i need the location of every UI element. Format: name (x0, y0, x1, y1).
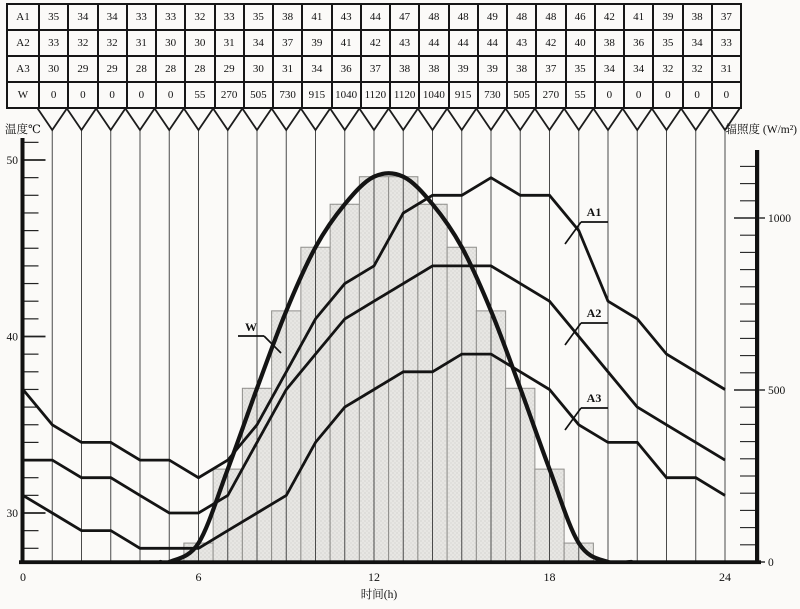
table-cell: 35 (566, 56, 595, 82)
table-cell: 32 (68, 30, 97, 56)
table-cell: 1040 (419, 82, 448, 108)
table-cell: 48 (449, 4, 478, 30)
funnel-connector (476, 109, 505, 131)
table-cell: 34 (244, 30, 273, 56)
table-cell: 0 (595, 82, 624, 108)
table-cell: 47 (390, 4, 419, 30)
table-cell: 38 (595, 30, 624, 56)
table-cell: 30 (244, 56, 273, 82)
table-cell: 30 (39, 56, 68, 82)
table-cell: 33 (127, 4, 156, 30)
table-cell: 33 (156, 4, 185, 30)
table-cell: 43 (507, 30, 536, 56)
left-tick-label: 30 (6, 508, 18, 520)
table-cell: 37 (273, 30, 302, 56)
table-cell: 38 (683, 4, 712, 30)
table-cell: 34 (98, 4, 127, 30)
table-cell: 0 (683, 82, 712, 108)
table-cell: 35 (244, 4, 273, 30)
table-cell: 39 (653, 4, 682, 30)
w-bars-group (184, 177, 594, 562)
x-tick-label: 0 (20, 570, 26, 584)
table-cell: 39 (302, 30, 331, 56)
table-cell: 39 (449, 56, 478, 82)
table-cell: 37 (361, 56, 390, 82)
funnel-connector (301, 109, 330, 131)
funnel-connector (564, 109, 593, 131)
table-cell: 32 (683, 56, 712, 82)
table-cell: 41 (624, 4, 653, 30)
table-cell: 33 (712, 30, 741, 56)
x-axis-group (19, 560, 761, 584)
funnel-connector (67, 109, 96, 131)
table-cell: 34 (595, 56, 624, 82)
table-cell: 36 (624, 30, 653, 56)
table-cell: 46 (566, 4, 595, 30)
funnel-connector (359, 109, 388, 131)
funnel-connector (447, 109, 476, 131)
table-cell: 30 (156, 30, 185, 56)
table-cell: 34 (68, 4, 97, 30)
table-cell: 34 (683, 30, 712, 56)
x-tick-label: 24 (719, 570, 731, 584)
table-cell: 0 (98, 82, 127, 108)
table-cell: 32 (185, 4, 214, 30)
table-cell: 44 (419, 30, 448, 56)
table-cell: 55 (185, 82, 214, 108)
table-cell: 29 (68, 56, 97, 82)
table-cell: 1120 (390, 82, 419, 108)
table-cell: 270 (215, 82, 244, 108)
table-cell: 43 (332, 4, 361, 30)
funnels-group (38, 109, 740, 131)
right-tick-label: 0 (768, 557, 774, 569)
left-axis-title: 温度℃ (5, 124, 41, 136)
table-cell: 44 (449, 30, 478, 56)
funnel-connector (125, 109, 154, 131)
annotation-label-a1: A1 (586, 205, 602, 219)
table-cell: 270 (536, 82, 565, 108)
table-cell: 38 (507, 56, 536, 82)
table-cell: 37 (536, 56, 565, 82)
right-axis-ruler (755, 150, 759, 564)
x-tick-label: 6 (195, 570, 202, 584)
left-axis-ruler (21, 138, 25, 564)
table-cell: 33 (39, 30, 68, 56)
table-cell: 730 (273, 82, 302, 108)
table-cell: 30 (185, 30, 214, 56)
table-cell: 31 (712, 56, 741, 82)
funnel-connector (155, 109, 184, 131)
table-cell: 0 (712, 82, 741, 108)
funnel-connector (535, 109, 564, 131)
funnel-connector (652, 109, 681, 131)
table-cell: 36 (332, 56, 361, 82)
left-axis-group (7, 138, 46, 564)
table-cell: 34 (624, 56, 653, 82)
table-cell: 44 (361, 4, 390, 30)
row-label: A3 (7, 56, 39, 82)
table-cell: 48 (419, 4, 448, 30)
table-cell: 31 (127, 30, 156, 56)
funnel-connector (96, 109, 125, 131)
table-cell: 730 (478, 82, 507, 108)
funnel-connector (38, 109, 67, 131)
row-label: A2 (7, 30, 39, 56)
funnel-connector (330, 109, 359, 131)
right-axis-group (734, 150, 791, 569)
table-cell: 505 (507, 82, 536, 108)
table-cell: 0 (127, 82, 156, 108)
x-axis-line (19, 560, 761, 564)
annotation-label-a3: A3 (586, 391, 602, 405)
table-cell: 1120 (361, 82, 390, 108)
table-cell: 38 (273, 4, 302, 30)
table-cell: 38 (390, 56, 419, 82)
funnel-connector (184, 109, 213, 131)
row-label: A1 (7, 4, 39, 30)
annotation-label-w: W (245, 320, 257, 334)
table-cell: 42 (595, 4, 624, 30)
table-cell: 48 (536, 4, 565, 30)
table-cell: 48 (507, 4, 536, 30)
table-cell: 1040 (332, 82, 361, 108)
chart-generated-layers (7, 109, 792, 585)
table-cell: 37 (712, 4, 741, 30)
x-tick-label: 18 (543, 570, 556, 584)
funnel-connector (623, 109, 652, 131)
table-cell: 35 (653, 30, 682, 56)
table-cell: 29 (215, 56, 244, 82)
table-cell: 31 (273, 56, 302, 82)
table-cell: 41 (332, 30, 361, 56)
row-label: W (7, 82, 39, 108)
x-tick-label: 12 (368, 570, 380, 584)
table-cell: 38 (419, 56, 448, 82)
table-cell: 33 (215, 4, 244, 30)
table-cell: 915 (302, 82, 331, 108)
table-cell: 44 (478, 30, 507, 56)
table-cell: 35 (39, 4, 68, 30)
funnel-connector (213, 109, 242, 131)
table-cell: 505 (244, 82, 273, 108)
table-cell: 39 (478, 56, 507, 82)
right-tick-label: 500 (768, 385, 786, 397)
table-cell: 28 (156, 56, 185, 82)
x-axis-title: 时间(h) (360, 589, 398, 601)
table-cell: 29 (98, 56, 127, 82)
funnel-connector (418, 109, 447, 131)
table-cell: 41 (302, 4, 331, 30)
funnel-connector (389, 109, 418, 131)
table-cell: 49 (478, 4, 507, 30)
table-cell: 28 (127, 56, 156, 82)
table-cell: 31 (215, 30, 244, 56)
left-tick-label: 40 (6, 331, 18, 344)
table-cell: 42 (536, 30, 565, 56)
table-cell: 0 (624, 82, 653, 108)
right-axis-title: 辐照度 (W/m²) (725, 124, 797, 136)
table-cell: 34 (302, 56, 331, 82)
funnel-connector (242, 109, 271, 131)
left-tick-label: 50 (6, 155, 18, 167)
table-cell: 32 (98, 30, 127, 56)
funnel-connector (593, 109, 622, 131)
funnel-connector (681, 109, 710, 131)
table-cell: 43 (390, 30, 419, 56)
table-cell: 28 (185, 56, 214, 82)
funnel-connector (506, 109, 535, 131)
annotation-label-a2: A2 (586, 306, 602, 320)
table-cell: 32 (653, 56, 682, 82)
table-cell: 0 (39, 82, 68, 108)
table-cell: 915 (449, 82, 478, 108)
funnel-connector (272, 109, 301, 131)
right-tick-label: 1000 (768, 213, 791, 225)
table-cell: 40 (566, 30, 595, 56)
table-cell: 0 (653, 82, 682, 108)
table-cell: 42 (361, 30, 390, 56)
table-cell: 55 (566, 82, 595, 108)
table-cell: 0 (156, 82, 185, 108)
table-cell: 0 (68, 82, 97, 108)
